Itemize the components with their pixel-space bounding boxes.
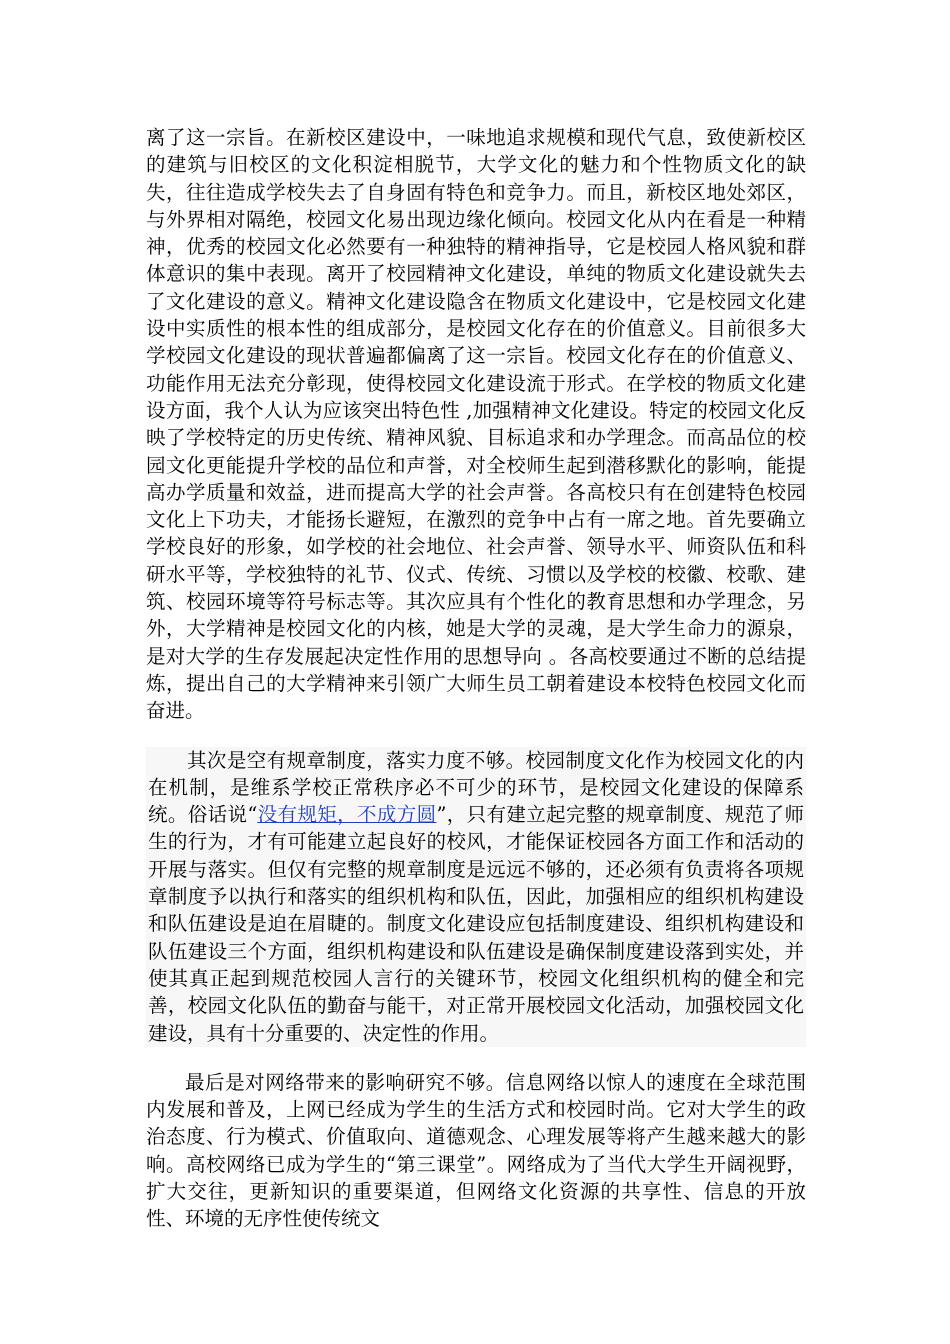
paragraph-2-text-after: ”，只有建立起完整的规章制度、规范了师生的行为，才有可能建立起良好的校风，才能保证校园各方面工作和活动的开展与落实。但仅有完整的规章制度是远远不够的，还必须有负责将各项规章制度予以执行和落实的组织机构和队伍，因此，加强相应的组织机构建设和队伍建设是迫在眉睫的。制度文化建设应包括制度建设、组织机构建设和队伍建设三个方面，组织机构建设和队伍建设是确保制度建设落到实处，并使其真正起到规范校园人言行的关键环节，校园文化组织机构的健全和完善，校园文化队伍的勤奋与能干，对正常开展校园文化活动，加强校园文化建设，具有十分重要的、决定性的作用。 [148,803,804,1045]
paragraph-3: 最后是对网络带来的影响研究不够。信息网络以惊人的速度在全球范围内发展和普及，上网已经成为学生的生活方式和校园时尚。它对大学生的政治态度、行为模式、价值取向、道德观念、心理发展等将产生越来越大的影响。高校网络已成为学生的“第三课堂”。网络成为了当代大学生开阔视野，扩大交往，更新知识的重要渠道，但网络文化资源的共享性、信息的开放性、环境的无序性使传统文 [146,1070,806,1231]
proverb-link[interactable]: 没有规矩，不成方圆 [257,803,437,827]
paragraph-2 [146,747,806,1047]
document-body [146,124,806,1233]
paragraph-2-text-before: 其次是空有规章制度，落实力度不够。校园制度文化作为校园文化的内在机制，是维系学校正常秩序必不可少的环节，是校园文化建设的保障系统。俗话说“ [148,748,804,827]
paragraph-1: 离了这一宗旨。在新校区建设中，一味地追求规模和现代气息，致使新校区的建筑与旧校区的文化积淀相脱节，大学文化的魅力和个性物质文化的缺失，往往造成学校失去了自身固有特色和竞争力。而且，新校区地处郊区，与外界相对隔绝，校园文化易出现边缘化倾向。校园文化从内在看是一种精神，优秀的校园文化必然要有一种独特的精神指导，它是校园人格风貌和群体意识的集中表现。离开了校园精神文化建设，单纯的物质文化建设就失去了文化建设的意义。精神文化建设隐含在物质文化建设中，它是校园文化建设中实质性的根本性的组成部分，是校园文化存在的价值意义。目前很多大学校园文化建设的现状普遍都偏离了这一宗旨。校园文化存在的价值意义、功能作用无法充分彰现，使得校园文化建设流于形式。在学校的物质文化建设方面，我个人认为应该突出特色性 ,加强精神文化建设。特定的校园文化反映了学校特定的历史传统、精神风貌、目标追求和办学理念。而高品位的校园文化更能提升学校的品位和声誉，对全校师生起到潜移默化的影响，能提高办学质量和效益，进而提高大学的社会声誉。各高校只有在创建特色校园文化上下功夫，才能扬长避短，在激烈的竞争中占有一席之地。首先要确立学校良好的形象，如学校的社会地位、社会声誉、领导水平、师资队伍和科研水平等，学校独特的礼节、仪式、传统、习惯以及学校的校徽、校歌、建筑、校园环境等符号标志等。其次应具有个性化的教育思想和办学理念，另外，大学精神是校园文化的内核，她是大学的灵魂，是大学生命力的源泉，是对大学的生存发展起决定性作用的思想导向 。各高校要通过不断的总结提炼，提出自己的大学精神来引领广大师生员工朝着建设本校特色校园文化而奋进。 [146,126,806,723]
